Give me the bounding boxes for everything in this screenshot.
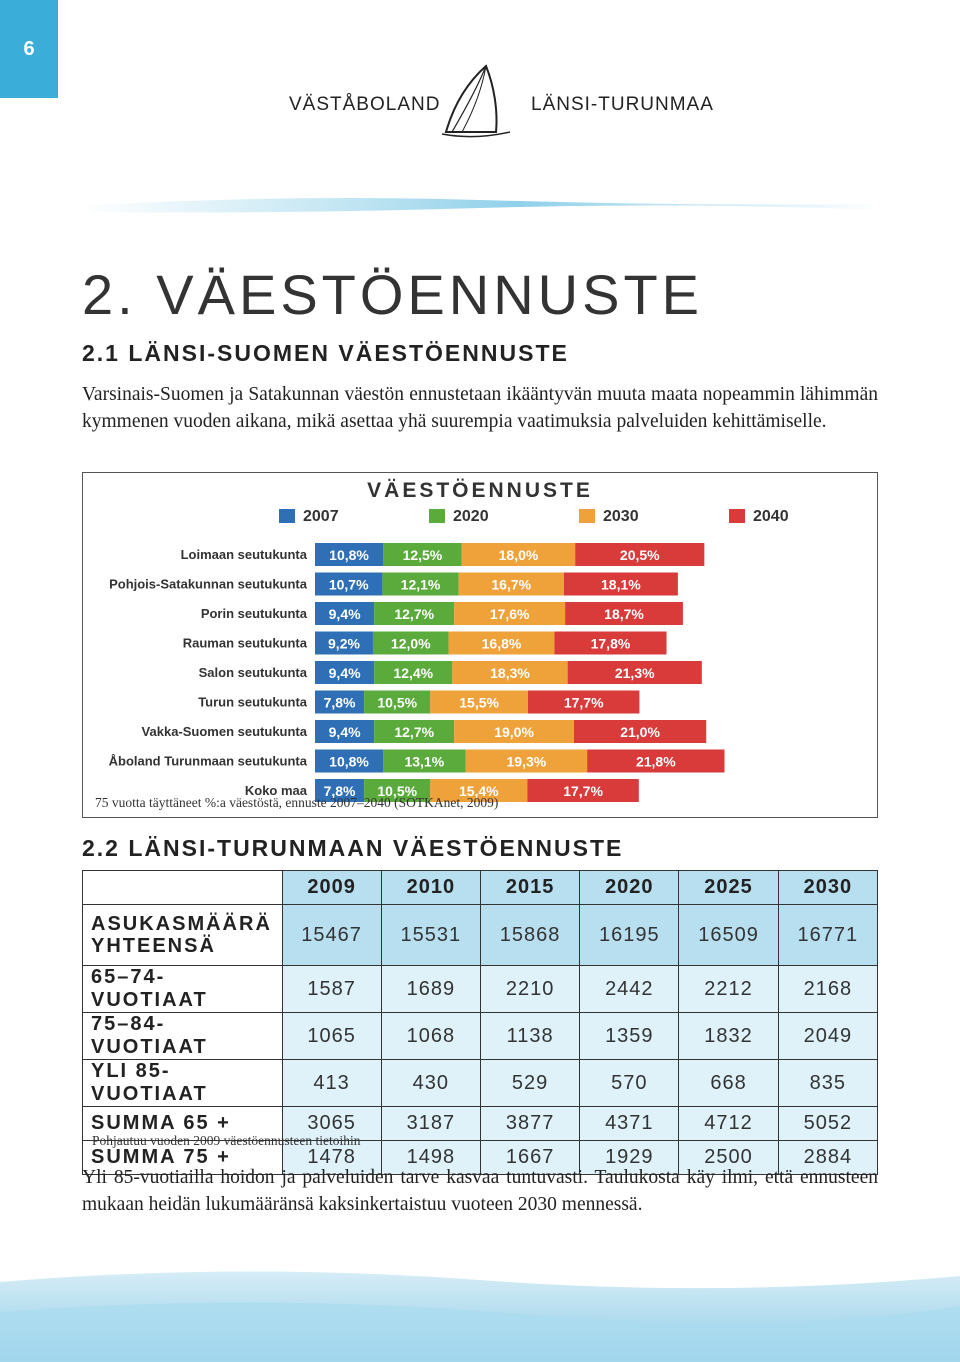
data-label: 16,8% xyxy=(481,635,522,652)
population-forecast-chart xyxy=(82,472,878,818)
table-cell: 2049 xyxy=(778,1013,877,1060)
data-label: 21,3% xyxy=(614,665,655,681)
year-header: 2020 xyxy=(580,871,679,905)
data-label: 21,8% xyxy=(635,753,676,770)
table-cell: 1929 xyxy=(580,1141,679,1175)
footer-wave-decoration xyxy=(0,1262,960,1362)
logo-text-lansi-turunmaa: LÄNSI-TURUNMAA xyxy=(531,94,714,115)
year-header: 2030 xyxy=(778,871,877,905)
data-label: 15,5% xyxy=(459,694,499,711)
population-table xyxy=(82,870,878,1175)
table-cell: 1689 xyxy=(381,966,480,1013)
data-label: 9,4% xyxy=(328,665,361,681)
table-cell: 2168 xyxy=(778,966,877,1013)
category-label: Koko maa xyxy=(244,783,307,798)
category-label: Rauman seutukunta xyxy=(182,635,307,651)
legend-swatch xyxy=(429,509,445,523)
table-cell: 413 xyxy=(282,1060,381,1107)
data-label: 10,8% xyxy=(329,547,369,563)
table-cell: 1065 xyxy=(282,1013,381,1060)
legend-label: 2007 xyxy=(303,508,339,525)
table-cell: 835 xyxy=(778,1060,877,1107)
table-cell: 3187 xyxy=(381,1107,480,1141)
data-label: 9,2% xyxy=(328,635,360,652)
page-number-tab xyxy=(0,0,58,98)
table-row xyxy=(83,966,878,1013)
table-cell: 529 xyxy=(480,1060,579,1107)
data-label: 10,7% xyxy=(328,576,369,593)
table-cell: 1478 xyxy=(282,1141,381,1175)
year-header: 2010 xyxy=(381,871,480,905)
table-row xyxy=(83,1060,878,1107)
row-label: SUMMA 65 + xyxy=(83,1107,283,1141)
table-cell: 570 xyxy=(580,1060,679,1107)
legend-swatch xyxy=(279,509,295,523)
intro-paragraph: Varsinais-Suomen ja Satakunnan väestön ennustetaan ikääntyvän muuta maata nopeammin lähimmän kymmenen vuoden aikana, mikä asettaa yhä suurempia vaatimuksia palveluiden kehittämiselle. xyxy=(82,384,878,432)
table-cell: 3877 xyxy=(480,1107,579,1141)
data-label: 16,7% xyxy=(491,576,532,593)
data-label: 12,7% xyxy=(394,606,435,622)
sail-logo-icon xyxy=(438,62,518,142)
table-cell: 2442 xyxy=(580,966,679,1013)
table-cell: 1068 xyxy=(381,1013,480,1060)
legend-label: 2030 xyxy=(603,508,639,525)
table-row xyxy=(83,905,878,966)
page-title: 2. VÄESTÖENNUSTE xyxy=(82,263,704,326)
table-cell: 1667 xyxy=(480,1141,579,1175)
table-cell: 2500 xyxy=(679,1141,778,1175)
header-wave-decoration xyxy=(80,188,880,218)
table-cell: 3065 xyxy=(282,1107,381,1141)
chart-caption: 75 vuotta täyttäneet %:a väestöstä, ennuste 2007–2040 (SOTKAnet, 2009) xyxy=(95,795,499,810)
data-label: 18,0% xyxy=(498,547,539,563)
category-label: Vakka-Suomen seutukunta xyxy=(141,724,307,739)
table-cell: 1138 xyxy=(480,1013,579,1060)
table-header-row xyxy=(83,871,878,905)
row-label-line: YHTEENSÄ xyxy=(91,935,216,957)
section-heading-lansi-turunmaa: 2.2 LÄNSI-TURUNMAAN VÄESTÖENNUSTE xyxy=(82,835,624,861)
data-label: 12,5% xyxy=(402,547,443,563)
table-cell: 16195 xyxy=(580,905,679,966)
data-label: 13,1% xyxy=(404,753,445,770)
legend-swatch xyxy=(579,509,595,523)
category-label: Porin seutukunta xyxy=(200,606,307,621)
data-label: 12,0% xyxy=(390,635,431,652)
legend-label: 2020 xyxy=(453,508,489,525)
row-label-line: ASUKASMÄÄRÄ xyxy=(91,913,272,935)
data-label: 7,8% xyxy=(323,783,356,799)
table-cell: 668 xyxy=(679,1060,778,1107)
logo-text-vastaboland: VÄSTÅBOLAND xyxy=(289,94,441,115)
data-label: 20,5% xyxy=(619,547,660,563)
category-label: Loimaan seutukunta xyxy=(180,547,307,562)
page-number: 6 xyxy=(23,37,35,60)
year-header: 2009 xyxy=(282,871,381,905)
data-label: 17,7% xyxy=(563,783,603,799)
table-cell: 430 xyxy=(381,1060,480,1107)
data-label: 19,0% xyxy=(494,724,534,740)
category-label: Åboland Turunmaan seutukunta xyxy=(108,753,307,769)
row-label: 75–84-VUOTIAAT xyxy=(83,1013,283,1060)
data-label: 10,5% xyxy=(377,694,418,711)
row-label: YLI 85-VUOTIAAT xyxy=(83,1060,283,1107)
data-label: 10,8% xyxy=(329,753,369,770)
table-cell: 15531 xyxy=(381,905,480,966)
table-cell: 2884 xyxy=(778,1141,877,1175)
table-cell: 4712 xyxy=(679,1107,778,1141)
row-label: 65–74-VUOTIAAT xyxy=(83,966,283,1013)
data-label: 17,6% xyxy=(489,606,530,622)
section-heading-lansi-suomi: 2.1 LÄNSI-SUOMEN VÄESTÖENNUSTE xyxy=(82,340,569,366)
data-label: 18,7% xyxy=(604,606,644,622)
data-label: 12,4% xyxy=(393,665,434,681)
row-label xyxy=(83,905,283,966)
data-label: 12,1% xyxy=(400,576,441,593)
table-footnote: Pohjautuu vuoden 2009 väestöennusteen tietoihin xyxy=(92,1133,361,1148)
data-label: 12,7% xyxy=(394,724,435,740)
category-label: Turun seutukunta xyxy=(198,694,307,710)
year-header: 2015 xyxy=(480,871,579,905)
table-cell: 1587 xyxy=(282,966,381,1013)
data-label: 19,3% xyxy=(506,753,547,770)
data-label: 17,7% xyxy=(563,694,604,711)
table-cell: 5052 xyxy=(778,1107,877,1141)
table-cell: 1359 xyxy=(580,1013,679,1060)
data-label: 9,4% xyxy=(328,724,361,740)
data-label: 9,4% xyxy=(328,606,361,622)
category-label: Pohjois-Satakunnan seutukunta xyxy=(109,576,307,592)
table-cell: 16509 xyxy=(679,905,778,966)
data-label: 18,3% xyxy=(490,665,530,681)
category-label: Salon seutukunta xyxy=(198,665,307,680)
table-cell: 16771 xyxy=(778,905,877,966)
data-label: 21,0% xyxy=(620,724,660,740)
data-label: 15,4% xyxy=(458,783,499,799)
data-label: 10,5% xyxy=(377,783,418,799)
legend-swatch xyxy=(729,509,745,523)
table-corner-cell xyxy=(83,871,283,905)
table-cell: 15868 xyxy=(480,905,579,966)
data-label: 7,8% xyxy=(323,694,356,711)
chart-title: VÄESTÖENNUSTE xyxy=(367,479,593,502)
closing-paragraph: Yli 85-vuotiailla hoidon ja palveluiden tarve kasvaa tuntuvasti. Taulukosta käy ilmi, että ennusteen mukaan heidän lukumääränsä kaksinkertaistuu vuoteen 2030 mennessä. xyxy=(82,1167,878,1215)
table-cell: 4371 xyxy=(580,1107,679,1141)
table-cell: 2210 xyxy=(480,966,579,1013)
table-cell: 2212 xyxy=(679,966,778,1013)
chart-plot xyxy=(83,473,877,817)
table-cell: 1498 xyxy=(381,1141,480,1175)
table-cell: 1832 xyxy=(679,1013,778,1060)
year-header: 2025 xyxy=(679,871,778,905)
table-cell: 15467 xyxy=(282,905,381,966)
row-label: SUMMA 75 + xyxy=(83,1141,283,1175)
data-label: 17,8% xyxy=(590,635,631,652)
legend-label: 2040 xyxy=(753,508,789,525)
table-row xyxy=(83,1013,878,1060)
data-label: 18,1% xyxy=(601,576,641,593)
